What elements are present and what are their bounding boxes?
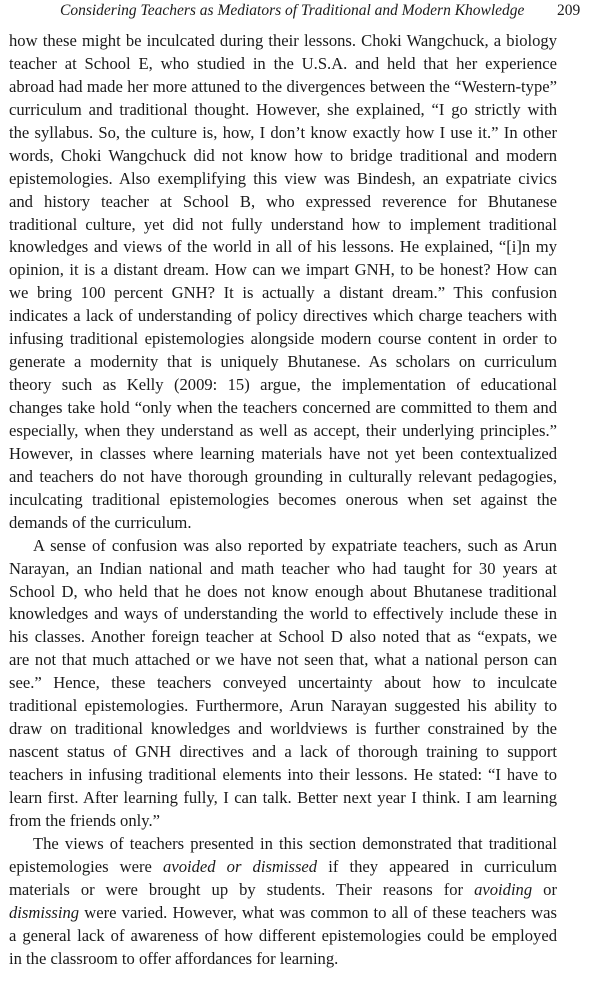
emphasis: avoided or dismissed — [163, 856, 318, 876]
paragraph-3 — [9, 833, 557, 971]
text-line: traditional epistemologies. Furthermore, Arun Narayan suggested his ability to — [9, 696, 557, 716]
text-line: The views of teachers presented in this section demonstrated that traditional — [33, 833, 557, 853]
text-run: were varied. However, what was common to all of these teachers was — [79, 902, 557, 922]
text-line: knowledges and ways of understanding the world to effectively include these in — [9, 604, 557, 624]
text-line: how these might be inculcated during their lessons. Choki Wangchuck, a biology — [9, 31, 557, 50]
text-line: nascent status of GNH directives and a lack of thorough training to support — [9, 742, 557, 762]
text-line: abroad had made her more attuned to the divergences between the “Western-type” — [9, 76, 557, 96]
text-line: traditional culture, yet did not fully understand how to implement traditional — [9, 214, 557, 234]
text-line: the syllabus. So, the culture is, how, I don’t know exactly how I use it.” In other — [9, 122, 557, 142]
text-line: opinion, it is a distant dream. How can we impart GNH, to be honest? How can — [9, 260, 557, 280]
emphasis: dismissing — [9, 902, 80, 922]
paragraph-2 — [9, 535, 557, 833]
text-line — [9, 902, 557, 925]
text-line: learn first. After learning fully, I can talk. Better next year I think. I am learning — [9, 787, 557, 807]
text-line: are not that much attached or we have not seen that, what a national person can — [9, 650, 557, 670]
text-run: materials or were brought up by students. Their reasons for — [9, 879, 475, 899]
page-number: 209 — [557, 2, 581, 19]
text-line: draw on traditional knowledges and worldviews is further constrained by the — [9, 719, 557, 739]
text-line: words, Choki Wangchuck did not know how to bridge traditional and modern — [9, 145, 557, 165]
text-line: School D, who held that he does not know enough about Bhutanese traditional — [9, 581, 557, 601]
text-line: curriculum and traditional thought. However, she explained, “I go strictly with — [9, 99, 557, 119]
text-line: inculcating traditional epistemologies becomes onerous when set against the — [9, 489, 557, 509]
text-line: Narayan, an Indian national and math teacher who had taught for 30 years at — [9, 558, 557, 578]
text-line: epistemologies. Also exemplifying this view was Bindesh, an expatriate civics — [9, 168, 557, 188]
text-run: if they appeared in curriculum — [317, 856, 557, 876]
text-line: changes take hold “only when the teachers concerned are committed to them and — [9, 398, 557, 417]
text-line: and teachers do not have thorough grounding in culturally relevant pedagogies, — [9, 466, 557, 486]
text-line: see.” Hence, these teachers conveyed uncertainty about how to inculcate — [9, 673, 557, 693]
text-run: epistemologies were — [9, 856, 164, 876]
text-line: indicates a lack of understanding of policy directives which charge teachers with — [9, 306, 557, 326]
text-line: demands of the curriculum. — [9, 512, 192, 532]
running-head — [0, 0, 600, 22]
text-line — [9, 856, 557, 879]
text-line: A sense of confusion was also reported by expatriate teachers, such as Arun — [33, 535, 557, 555]
text-line: his classes. Another foreign teacher at School D also noted that as “expats, we — [9, 627, 557, 647]
body-text — [9, 30, 557, 970]
text-line: However, in classes where learning materials have not yet been contextualized — [9, 443, 557, 463]
text-line — [9, 879, 557, 902]
text-line: infusing traditional epistemologies alongside modern course content in order to — [9, 329, 557, 349]
text-line: knowledges and views of the world in all of his lessons. He explained, “[i]n my — [9, 237, 557, 257]
text-line: from the friends only.” — [9, 810, 160, 830]
paragraph-1 — [9, 30, 557, 535]
text-run: or — [532, 879, 557, 899]
text-line: teachers in infusing traditional elements into their lessons. He stated: “I have to — [9, 765, 557, 784]
text-line: especially, when they understand as well as accept, their underlying principles.” — [9, 420, 557, 440]
text-line: in the classroom to offer affordances for learning. — [9, 948, 339, 968]
running-title: Considering Teachers as Mediators of Traditional and Modern Khowledge — [60, 2, 525, 19]
text-line: generate a modernity that is uniquely Bhutanese. As scholars on curriculum — [9, 352, 557, 372]
text-line: we bring 100 percent GNH? It is actually a distant dream.” This confusion — [9, 283, 557, 303]
text-line: theory such as Kelly (2009: 15) argue, the implementation of educational — [9, 375, 557, 395]
text-line: a general lack of awareness of how different epistemologies could be employed — [9, 925, 557, 945]
text-line: teacher at School E, who studied in the U.S.A. and held that her experience — [9, 53, 557, 73]
text-line: and history teacher at School B, who expressed reverence for Bhutanese — [9, 191, 557, 211]
emphasis: avoiding — [474, 879, 533, 899]
